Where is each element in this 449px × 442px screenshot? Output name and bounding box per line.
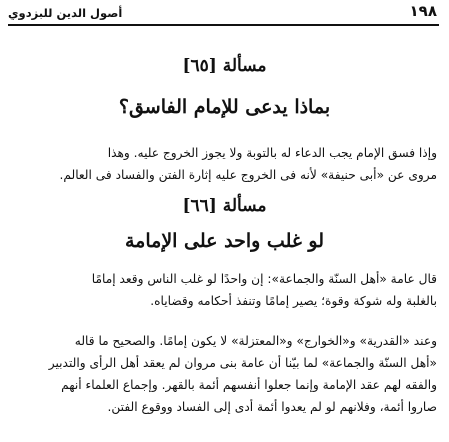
header-rule xyxy=(8,24,439,26)
issue-65-label: مسألة [٦٥] xyxy=(182,56,267,76)
running-header xyxy=(8,2,441,26)
paragraph-line: قال عامة «أهل السنّة والجماعة»: إن واحدًا لو غلب الناس وقعد إمامًا xyxy=(91,272,437,286)
issue-66-label: مسألة [٦٦] xyxy=(182,196,267,216)
issue-65-paragraph xyxy=(14,142,437,186)
paragraph-line: وعند «القدرية» و«الخوارج» و«المعتزلة» لا يكون إمامًا. والصحيح ما قاله xyxy=(74,334,437,348)
book-title: أصول الدين للبزدوي xyxy=(8,6,123,20)
paragraph-line: والفقه لهم عقد الإمامة وإنما جعلوا أنفسهم أئمة بالقهر. وإجماع العلماء أنهم xyxy=(61,378,437,392)
paragraph-line: «أهل السنّة والجماعة» لما بيّنا أن عامة بنى مروان لم يعقد أهل الرأى والتدبير xyxy=(48,356,437,370)
paragraph-line: مروى عن «أبى حنيفة» لأنه فى الخروج عليه إثارة الفتن والفساد فى العالم. xyxy=(59,168,437,182)
issue-66-paragraph-1 xyxy=(14,268,437,312)
issue-66-question: لو غلب واحد على الإمامة xyxy=(124,230,325,252)
paragraph-line: صاروا أئمة، وفلانهم لو لم يعدوا أئمة أدى إلى الفساد ووقوع الفتن. xyxy=(107,400,437,414)
paragraph-line: وإذا فسق الإمام يجب الدعاء له بالتوبة ولا يجوز الخروج عليه. وهذا xyxy=(107,146,437,160)
paragraph-line: بالغلبة وله شوكة وقوة؛ يصير إمامًا وتنفذ أحكامه وقضاياه. xyxy=(150,294,437,308)
page-number: ١٩٨ xyxy=(409,2,437,20)
issue-65-question: بماذا يدعى للإمام الفاسق؟ xyxy=(118,96,331,118)
issue-66-paragraph-2 xyxy=(14,330,437,418)
